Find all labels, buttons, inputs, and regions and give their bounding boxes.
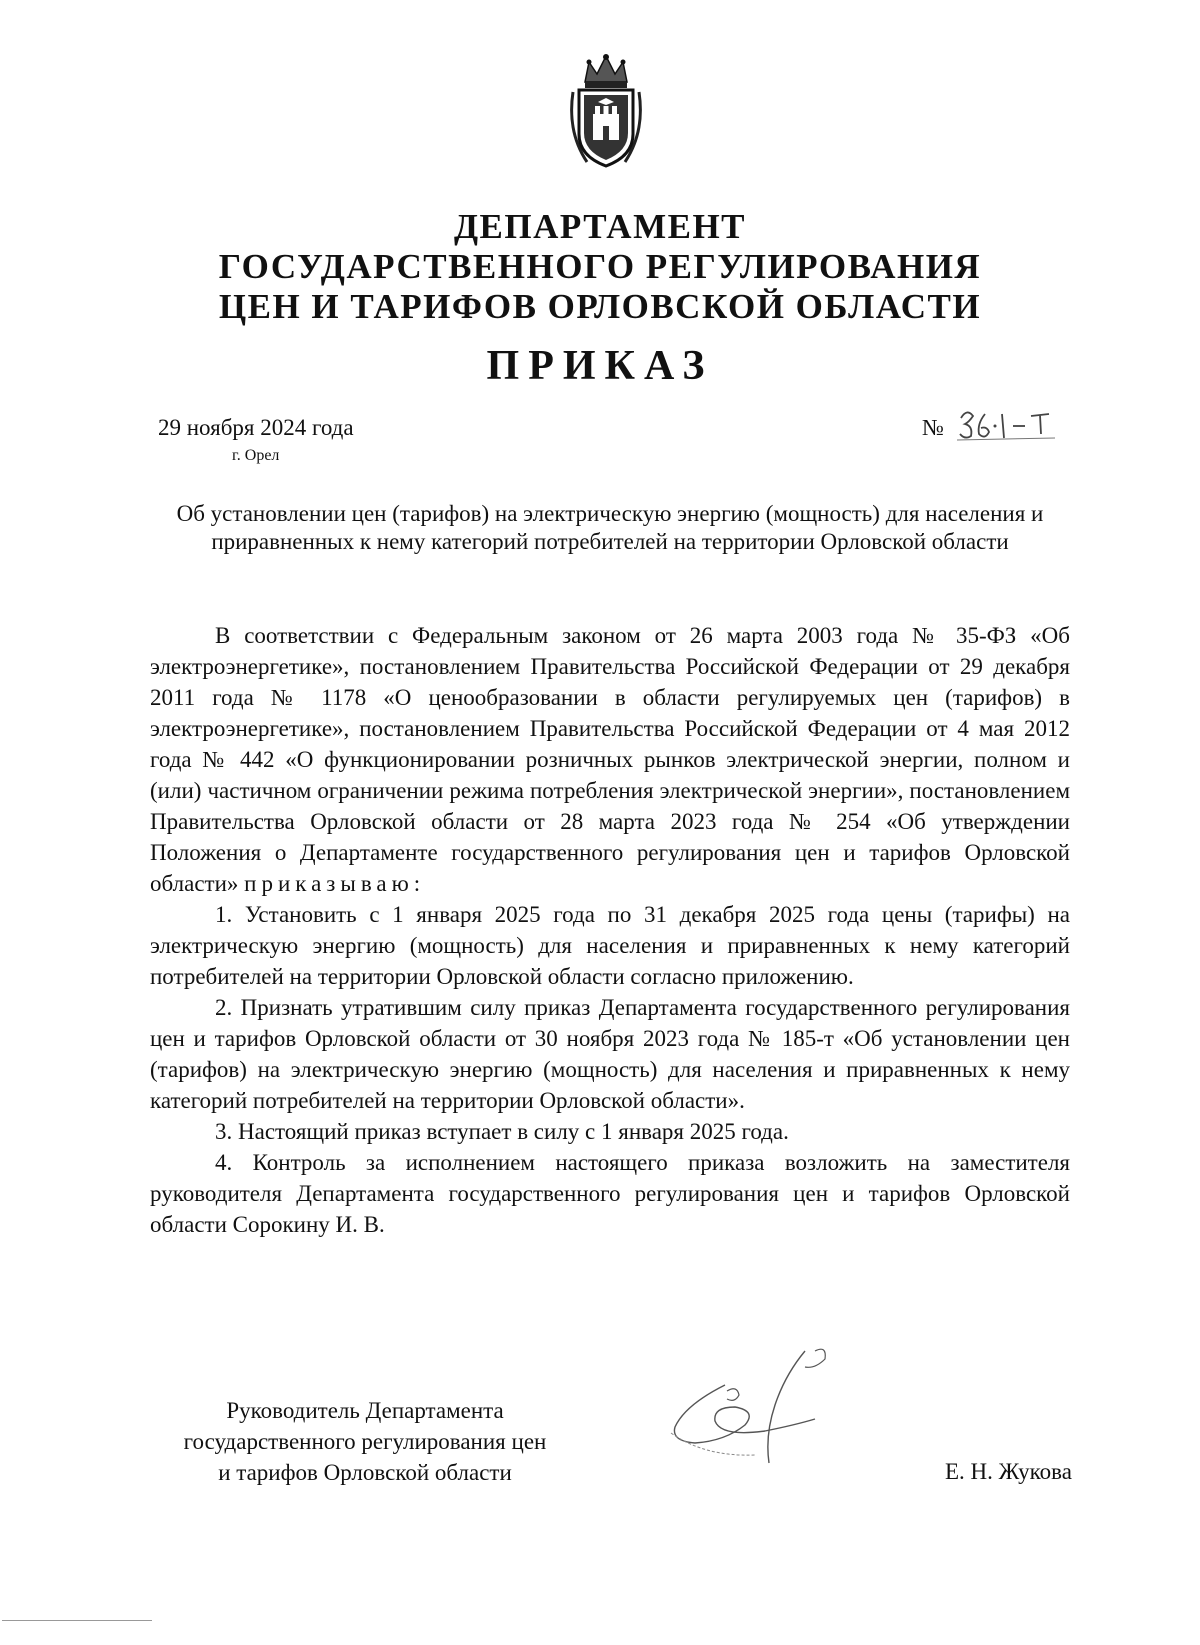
signer-position bbox=[140, 1395, 590, 1488]
handwritten-order-number-icon bbox=[955, 404, 1065, 444]
order-subject: Об установлении цен (тарифов) на электрическую энергию (мощность) для населения и приравненных к нему категорий потребителей на территории Орловской области bbox=[176, 501, 1044, 554]
order-number-label: № bbox=[922, 415, 944, 440]
department-line-2: ГОСУДАРСТВЕННОГО РЕГУЛИРОВАНИЯ bbox=[218, 247, 982, 286]
footer-divider bbox=[2, 1620, 152, 1621]
order-word: приказываю: bbox=[244, 871, 426, 896]
signer-position-line-2: государственного регулирования цен bbox=[183, 1429, 547, 1454]
signer-name: Е. Н. Жукова bbox=[945, 1459, 1072, 1484]
order-item-2: 2. Признать утратившим силу приказ Департамента государственного регулирования цен и тарифов Орловской области от 30 ноября 2023 года № 185-т «Об установлении цен (тарифов) на электрическую энергию (мощность) для населения и приравненных к нему категорий потребителей на территории Орловской области». bbox=[150, 995, 1070, 1113]
department-header bbox=[0, 207, 1200, 327]
preamble-text: В соответствии с Федеральным законом от 26 марта 2003 года № 35-ФЗ «Об электроэнергетике», постановлением Правительства Российской Федерации от 29 декабря 2011 года № 1178 «О ценообразовании в области регулируемых цен (тарифов) в электроэнергетике», постановлением Правительства Российской Федерации от 4 мая 2012 года № 442 «О функционировании розничных рынков электрической энергии, полном и (или) частичном ограничении режима потребления электрической энергии», постановлением Правительства Орловской области от 28 марта 2023 года № 254 «Об утверждении Положения о Департаменте государственного регулирования цен и тарифов Орловской области» bbox=[150, 623, 1070, 896]
signer-position-line-1: Руководитель Департамента bbox=[226, 1398, 504, 1423]
order-body bbox=[150, 620, 1070, 1240]
document-type-title: ПРИКАЗ bbox=[486, 343, 714, 389]
order-item-1: 1. Установить с 1 января 2025 года по 31 декабря 2025 года цены (тарифы) на электрическую энергию (мощность) для населения и приравненных к нему категорий потребителей на территории Орловской области согласно приложению. bbox=[150, 902, 1070, 989]
department-line-1: ДЕПАРТАМЕНТ bbox=[453, 207, 747, 246]
signer-position-line-3: и тарифов Орловской области bbox=[218, 1460, 512, 1485]
handwritten-signature-icon bbox=[665, 1345, 865, 1475]
preamble-paragraph bbox=[150, 620, 1070, 899]
order-item-4: 4. Контроль за исполнением настоящего приказа возложить на заместителя руководителя Департамента государственного регулирования цен и тарифов Орловской области Сорокину И. В. bbox=[150, 1150, 1070, 1237]
order-date: 29 ноября 2024 года bbox=[158, 415, 354, 440]
order-item-3: 3. Настоящий приказ вступает в силу с 1 января 2025 года. bbox=[215, 1119, 789, 1144]
coat-of-arms-icon bbox=[565, 52, 647, 172]
order-city: г. Орел bbox=[232, 447, 280, 464]
department-line-3: ЦЕН И ТАРИФОВ ОРЛОВСКОЙ ОБЛАСТИ bbox=[218, 287, 982, 326]
